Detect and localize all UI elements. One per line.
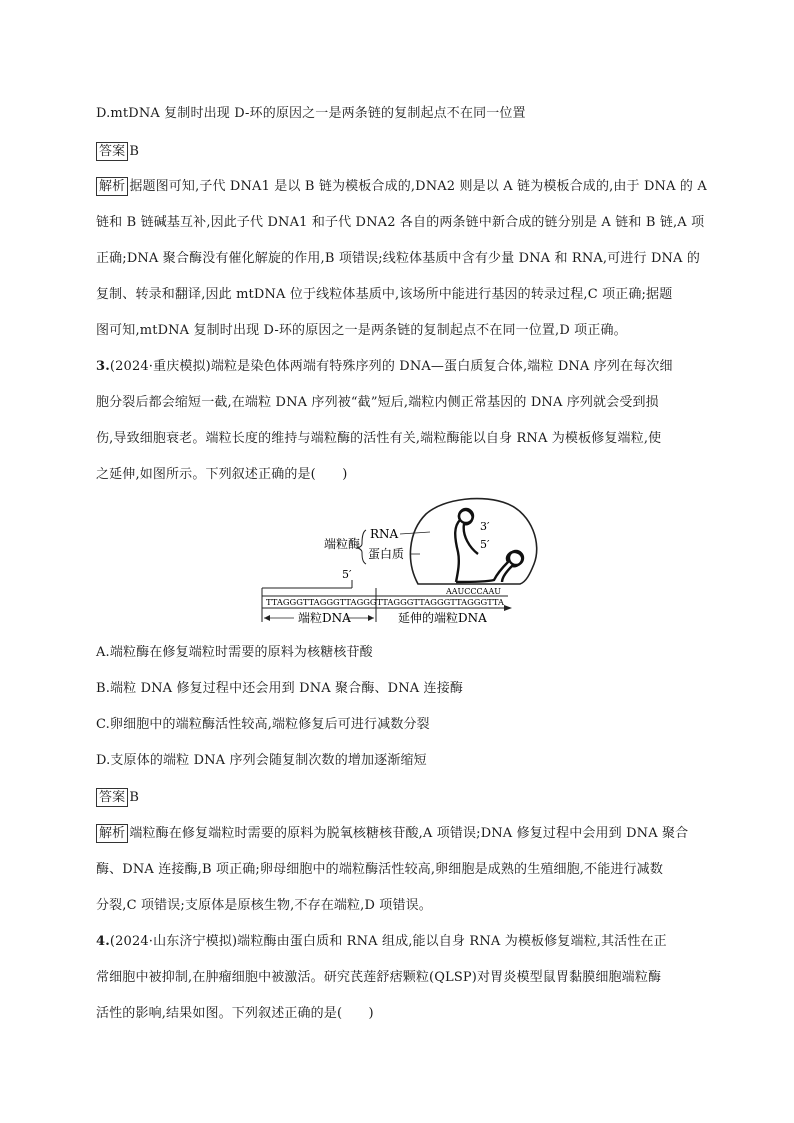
telomerase-figure [258, 492, 558, 632]
telomerase-enzyme-outline [410, 499, 536, 584]
q4-stem-line [96, 932, 701, 952]
analysis-text: 端粒酶在修复端粒时需要的原料为脱氧核糖核苷酸,A 项错误;DNA 修复过程中会用到 DNA 聚合 [129, 826, 689, 841]
q3-option-c: C.卵细胞中的端粒酶活性较高,端粒修复后可进行减数分裂 [96, 717, 430, 732]
q3-analysis-line [96, 824, 701, 844]
q3-option-a: A.端粒酶在修复端粒时需要的原料为核糖核苷酸 [96, 645, 373, 660]
answer-value: B [129, 144, 140, 159]
label-rna: RNA [370, 527, 399, 541]
label-extended-dna: 延伸的端粒DNA [398, 611, 487, 625]
label-enzyme: 端粒酶 [324, 537, 361, 551]
answer-tag: 答案 [96, 788, 128, 807]
q3-stem-line: 之延伸,如图所示。下列叙述正确的是( ) [96, 467, 348, 482]
q3-stem-line: 伤,导致细胞衰老。端粒长度的维持与端粒酶的活性有关,端粒酶能以自身 RNA 为模板修复端粒,使 [96, 431, 662, 446]
label-brace [358, 530, 366, 564]
analysis-text: 据题图可知,子代 DNA1 是以 B 链为模板合成的,DNA2 则是以 A 链为模板合成的,由于 DNA 的 A [129, 179, 707, 194]
q2-option-d: D.mtDNA 复制时出现 D-环的原因之一是两条链的复制起点不在同一位置 [96, 106, 526, 121]
q3-answer [96, 788, 701, 808]
dna-arrow-head [504, 605, 512, 611]
q3-stem-line [96, 357, 701, 377]
label-3prime: 3′ [480, 520, 490, 533]
q2-answer [96, 142, 701, 162]
q2-analysis-line: 图可知,mtDNA 复制时出现 D-环的原因之一是两条链的复制起点不在同一位置,D 项正确。 [96, 323, 627, 338]
q4-number: 4. [96, 934, 110, 949]
q4-stem-text: (2024·山东济宁模拟)端粒酶由蛋白质和 RNA 组成,能以自身 RNA 为模板修复端粒,其活性在正 [109, 934, 667, 949]
q4-stem-line: 活性的影响,结果如图。下列叙述正确的是( ) [96, 1006, 374, 1021]
label-protein: 蛋白质 [368, 547, 405, 561]
label-5prime-enzyme: 5′ [480, 538, 490, 551]
telomere-dna-arrow-right [368, 615, 374, 621]
q3-stem-line: 胞分裂后都会缩短一截,在端粒 DNA 序列被“截”短后,端粒内侧正常基因的 DNA 序列就会受到损 [96, 395, 659, 410]
analysis-tag: 解析 [96, 824, 128, 843]
template-seq: AAUCCCAAU [446, 587, 501, 596]
q2-analysis-line: 正确;DNA 聚合酶没有催化解旋的作用,B 项错误;线粒体基质中含有少量 DNA 和 RNA,可进行 DNA 的 [96, 251, 701, 266]
answer-value: B [129, 790, 140, 805]
label-telomere-dna: 端粒DNA [298, 611, 351, 625]
q2-analysis-line: 链和 B 链碱基互补,因此子代 DNA1 和子代 DNA2 各自的两条链中新合成的链分别是 A 链和 B 链,A 项 [96, 215, 705, 230]
rna-loop-top [459, 509, 473, 523]
dna-seq: TTAGGGTTAGGGTTAGGGTTAGGGTTAGGGTTAGGGTTA [266, 598, 505, 607]
answer-tag: 答案 [96, 142, 128, 161]
q4-stem-line: 常细胞中被抑制,在肿瘤细胞中被激活。研究芪莲舒痞颗粒(QLSP)对胃炎模型鼠胃黏膜细胞端粒酶 [96, 970, 662, 985]
label-5prime-dna: 5′ [342, 568, 352, 581]
q3-number: 3. [96, 359, 110, 374]
q2-analysis-line: 复制、转录和翻译,因此 mtDNA 位于线粒体基质中,该场所中能进行基因的转录过程,C 项正确;据题 [96, 287, 673, 302]
q3-option-b: B.端粒 DNA 修复过程中还会用到 DNA 聚合酶、DNA 连接酶 [96, 681, 464, 696]
analysis-tag: 解析 [96, 177, 128, 196]
q2-analysis-line [96, 177, 707, 197]
q3-analysis-line: 酶、DNA 连接酶,B 项正确;卵母细胞中的端粒酶活性较高,卵细胞是成熟的生殖细胞,不能进行减数 [96, 862, 663, 877]
telomere-dna-arrow-left [264, 615, 270, 621]
q3-option-d: D.支原体的端粒 DNA 序列会随复制次数的增加逐渐缩短 [96, 753, 427, 768]
q3-stem-text: (2024·重庆模拟)端粒是染色体两端有特殊序列的 DNA—蛋白质复合体,端粒 DNA 序列在每次细 [109, 359, 673, 374]
q3-analysis-line: 分裂,C 项错误;支原体是原核生物,不存在端粒,D 项错误。 [96, 898, 432, 913]
